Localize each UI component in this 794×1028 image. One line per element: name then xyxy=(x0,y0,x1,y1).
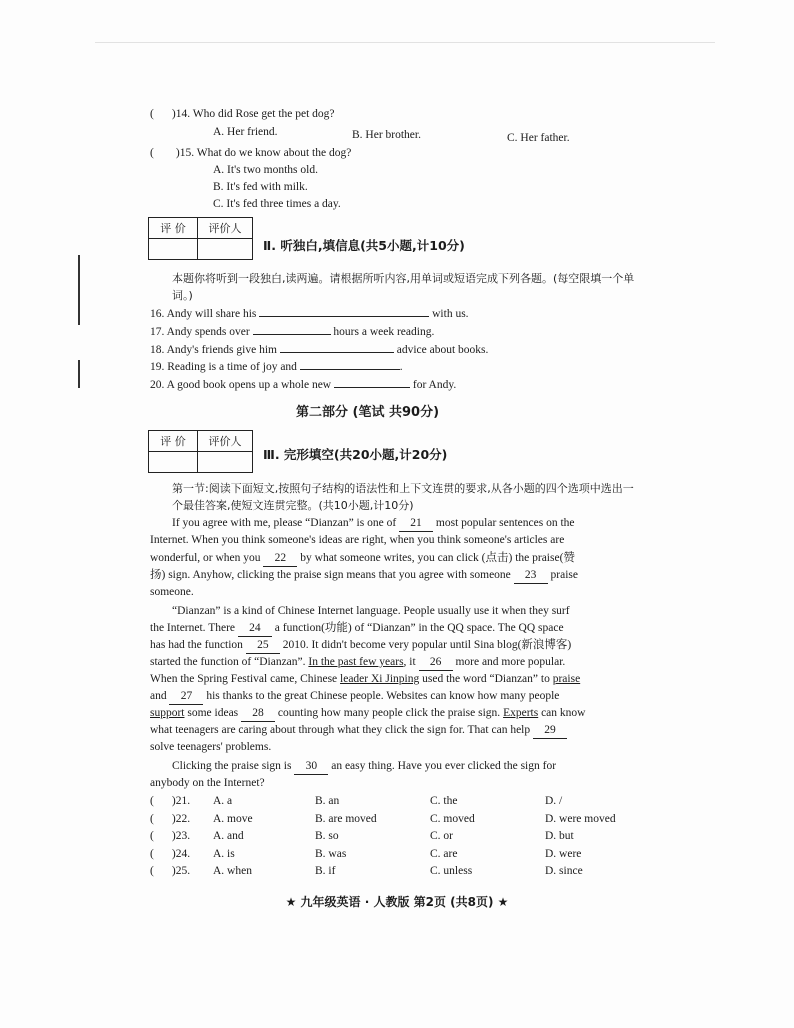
binding-mark xyxy=(78,360,80,388)
blank-27[interactable]: 27 xyxy=(169,688,203,705)
score-table: 评 价 评价人 xyxy=(148,217,253,260)
passage-line: support some ideas 28 counting how many people click the praise sign. Experts can know xyxy=(150,705,585,722)
blank-24[interactable]: 24 xyxy=(238,620,272,637)
answer-blank[interactable] xyxy=(300,357,400,370)
option-23-a[interactable]: A. and xyxy=(213,830,244,842)
option-23-c[interactable]: C. or xyxy=(430,830,453,842)
option-25-d[interactable]: D. since xyxy=(545,865,583,877)
blank-22[interactable]: 22 xyxy=(263,550,297,567)
passage-line: wonderful, or when you 22 by what someone writes, you can click (点击) the praise(赞 xyxy=(150,550,575,567)
passage-line: someone. xyxy=(150,586,194,598)
answer-blank[interactable] xyxy=(259,304,429,317)
blank-21[interactable]: 21 xyxy=(399,515,433,532)
question-14: ( )14. Who did Rose get the pet dog? xyxy=(150,108,335,120)
passage-line: the Internet. There 24 a function(功能) of “Dianzan” in the QQ space. The QQ space xyxy=(150,620,564,637)
passage-line: When the Spring Festival came, Chinese leader Xi Jinping used the word “Dianzan” to praise xyxy=(150,673,581,685)
option-22-a[interactable]: A. move xyxy=(213,812,253,825)
q15-option-b: B. It's fed with milk. xyxy=(213,181,308,193)
question-17: 17. Andy spends over hours a week reading. xyxy=(150,322,434,340)
passage-line: If you agree with me, please “Dianzan” is one of 21 most popular sentences on the xyxy=(172,515,575,532)
top-border xyxy=(95,42,715,43)
option-25-a[interactable]: A. when xyxy=(213,865,252,877)
section-3-title: Ⅲ. 完形填空(共20小题,计20分) xyxy=(263,447,448,462)
option-row-24-number[interactable]: ( )24. xyxy=(150,847,191,860)
q15-option-a: A. It's two months old. xyxy=(213,164,318,176)
option-21-c[interactable]: C. the xyxy=(430,795,458,807)
q14-option-c: C. Her father. xyxy=(507,132,570,144)
q15-option-c: C. It's fed three times a day. xyxy=(213,198,341,210)
part-2-heading: 第二部分 (笔试 共90分) xyxy=(296,405,440,420)
option-24-d[interactable]: D. were xyxy=(545,847,582,860)
binding-mark xyxy=(78,255,80,325)
passage-line: 扬) sign. Anyhow, clicking the praise sign means that you agree with someone 23 praise xyxy=(150,567,578,584)
option-21-b[interactable]: B. an xyxy=(315,795,340,807)
option-22-c[interactable]: C. moved xyxy=(430,812,475,825)
option-row-23-number[interactable]: ( )23. xyxy=(150,830,191,842)
section-2-instruction: 本题你将听到一段独白,读两遍。请根据所听内容,用单词或短语完成下列各题。(每空限填一个单词。) xyxy=(172,272,635,302)
blank-23[interactable]: 23 xyxy=(514,567,548,584)
passage-line: and 27 his thanks to the great Chinese people. Websites can know how many people xyxy=(150,688,559,705)
q14-option-b: B. Her brother. xyxy=(352,129,421,141)
option-23-d[interactable]: D. but xyxy=(545,830,574,842)
section-3-instruction: 第一节:阅读下面短文,按照句子结构的语法性和上下文连贯的要求,从各小题的四个选项中选出一个最佳答案,使短文连贯完整。(共10小题,计10分) xyxy=(172,482,634,512)
passage-line: solve teenagers' problems. xyxy=(150,741,272,753)
option-21-d[interactable]: D. / xyxy=(545,795,563,807)
blank-26[interactable]: 26 xyxy=(419,654,453,671)
option-25-c[interactable]: C. unless xyxy=(430,865,473,877)
section-2-title: Ⅱ. 听独白,填信息(共5小题,计10分) xyxy=(263,238,465,253)
answer-blank[interactable] xyxy=(280,340,394,353)
blank-30[interactable]: 30 xyxy=(294,758,328,775)
question-18: 18. Andy's friends give him advice about books. xyxy=(150,340,488,358)
passage-line: started the function of “Dianzan”. In the past few years, it 26 more and more popular. xyxy=(150,654,565,671)
passage-line: anybody on the Internet? xyxy=(150,777,265,789)
option-row-25-number[interactable]: ( )25. xyxy=(150,865,191,877)
question-16: 16. Andy will share his with us. xyxy=(150,304,469,322)
blank-25[interactable]: 25 xyxy=(246,637,280,654)
option-24-b[interactable]: B. was xyxy=(315,847,347,860)
option-25-b[interactable]: B. if xyxy=(315,865,336,877)
option-23-b[interactable]: B. so xyxy=(315,830,339,842)
passage-line: Clicking the praise sign is 30 an easy thing. Have you ever clicked the sign for xyxy=(172,758,556,775)
passage-line: what teenagers are caring about through what they click the sign for. That can help 29 xyxy=(150,722,567,739)
option-22-d[interactable]: D. were moved xyxy=(545,812,616,825)
question-19: 19. Reading is a time of joy and . xyxy=(150,357,403,375)
answer-blank[interactable] xyxy=(334,375,410,388)
blank-29[interactable]: 29 xyxy=(533,722,567,739)
option-row-21-number[interactable]: ( )21. xyxy=(150,795,191,807)
blank-28[interactable]: 28 xyxy=(241,705,275,722)
score-table: 评 价 评价人 xyxy=(148,430,253,473)
answer-blank[interactable] xyxy=(253,322,331,335)
question-15: ( )15. What do we know about the dog? xyxy=(150,147,352,159)
q14-option-a: A. Her friend. xyxy=(213,126,278,138)
page-footer: ★ 九年级英语 · 人教版 第2页 (共8页) ★ xyxy=(285,895,509,909)
passage-line: has had the function 25 2010. It didn't become very popular until Sina blog(新浪博客) xyxy=(150,637,571,654)
option-24-c[interactable]: C. are xyxy=(430,847,458,860)
passage-line: “Dianzan” is a kind of Chinese Internet language. People usually use it when they surf xyxy=(172,605,570,617)
question-20: 20. A good book opens up a whole new for Andy. xyxy=(150,375,456,393)
option-row-22-number[interactable]: ( )22. xyxy=(150,812,191,825)
option-21-a[interactable]: A. a xyxy=(213,795,233,807)
passage-line: Internet. When you think someone's ideas are right, when you think someone's articles are xyxy=(150,534,565,546)
option-24-a[interactable]: A. is xyxy=(213,847,235,860)
option-22-b[interactable]: B. are moved xyxy=(315,812,377,825)
